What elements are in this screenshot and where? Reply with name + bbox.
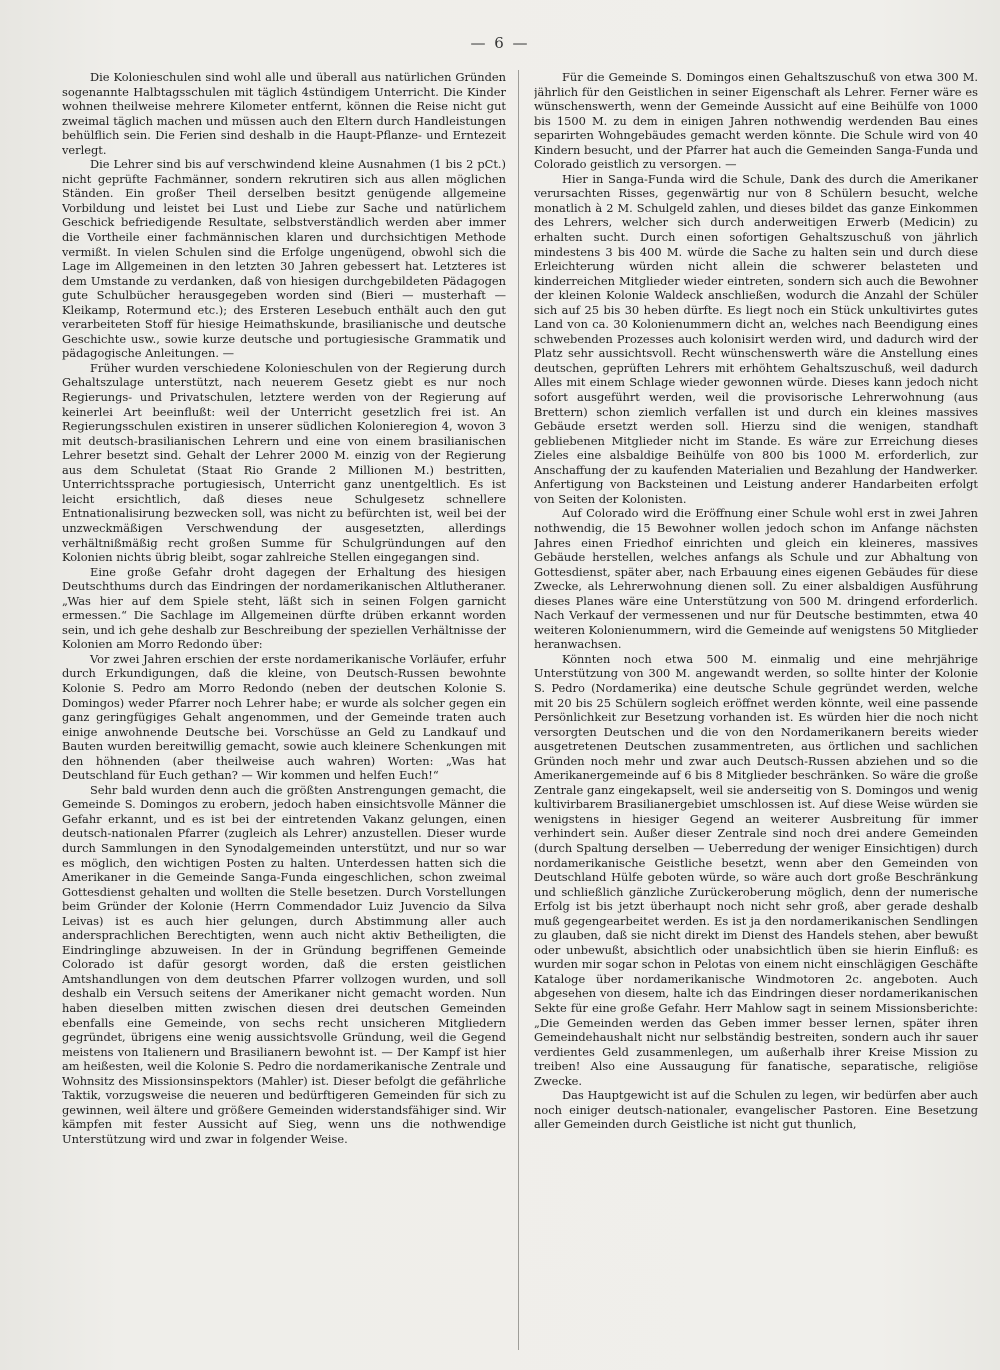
text-columns (62, 70, 978, 1360)
left-column (62, 70, 506, 1360)
paragraph: Die Kolonieschulen sind wohl alle und überall aus natürlichen Gründen sogenannte Halbtagsschulen mit täglich 4stündigem Unterricht. Die Kinder wohnen theilweise mehrere Kilometer entfernt, können die Reise nicht gut zweimal täglich machen und müssen auch den Eltern durch Handleistungen behülflich sein. Die Ferien sind deshalb in die Haupt-Pflanze- und Erntezeit verlegt. (62, 70, 506, 157)
paragraph: Für die Gemeinde S. Domingos einen Gehaltszuschuß von etwa 300 M. jährlich für den Geistlichen in seiner Eigenschaft als Lehrer. Ferner wäre es wünschenswerth, wenn der Gemeinde Aussicht auf eine Beihülfe von 1000 bis 1500 M. zu dem in einigen Jahren nothwendig werdenden Bau eines separirten Wohngebäudes gemacht werden könnte. Die Schule wird von 40 Kindern besucht, und der Pfarrer hat auch die Gemeinden Sanga-Funda und Colorado geistlich zu versorgen. — (534, 70, 978, 172)
paragraph: Früher wurden verschiedene Kolonieschulen von der Regierung durch Gehaltszulage unterstützt, nach neuerem Gesetz giebt es nur noch Regierungs- und Privatschulen, letztere werden von der Regierung auf keinerlei Art beeinflußt: weil der Unterricht gesetzlich frei ist. An Regierungsschulen existiren in unserer südlichen Kolonieregion 4, wovon 3 mit deutsch-brasilianischen Lehrern und eine von einem brasilianischen Lehrer besetzt sind. Gehalt der Lehrer 2000 M. einzig von der Regierung aus dem Schuletat (Staat Rio Grande 2 Millionen M.) bestritten, Unterrichtssprache portugiesisch, Unterricht ganz unentgeltlich. Es ist leicht ersichtlich, daß dieses neue Schulgesetz schnellere Entnationalisirung bezwecken soll, was nicht zu befürchten ist, weil bei der unzweckmäßigen Verschwendung der ausgesetzten, allerdings verhältnißmäßig recht großen Summe für Schulgründungen auf den Kolonien nichts übrig bleibt, sogar zahlreiche Stellen eingegangen sind. (62, 360, 506, 565)
right-column (534, 70, 978, 1360)
paragraph: Auf Colorado wird die Eröffnung einer Schule wohl erst in zwei Jahren nothwendig, die 15 Bewohner wollen jedoch schon im Anfange nächsten Jahres einen Friedhof einrichten und gleich ein kleineres, massives Gebäude herstellen, welches anfangs als Schule und zur Abhaltung von Gottesdienst, später aber, nach Erbauung eines eigenen Gebäudes für diese Zwecke, als Lehrerwohnung dienen soll. Zu einer alsbaldigen Ausführung dieses Planes wäre eine Unterstützung von 500 M. dringend erforderlich. Nach Verkauf der vermessenen und nur für Deutsche bestimmten, etwa 40 weiteren Kolonienummern, wird die Gemeinde auf wenigstens 50 Mitglieder heranwachsen. (534, 506, 978, 652)
paragraph: Hier in Sanga-Funda wird die Schule, Dank des durch die Amerikaner verursachten Risses, gegenwärtig nur von 8 Schülern besucht, welche monatlich à 2 M. Schulgeld zahlen, und dieses bildet das ganze Einkommen des Lehrers, welcher sich durch anderweitigen Erwerb (Medicin) zu erhalten sucht. Durch einen sofortigen Gehaltszuschuß von jährlich mindestens 3 bis 400 M. würde die Sache zu halten sein und durch diese Erleichterung würden nicht allein die schwerer belasteten und kinderreichen Mitglieder wieder eintreten, sondern sich auch die Bewohner der kleinen Kolonie Waldeck anschließen, wodurch die Anzahl der Schüler sich auf 25 bis 30 heben dürfte. Es liegt noch ein Stück unkultivirtes gutes Land von ca. 30 Kolonienummern dicht an, welches nach Beendigung eines schwebenden Prozesses auch kolonisirt werden wird, und dadurch wird der Platz sehr aussichtsvoll. Recht wünschenswerth wäre die Anstellung eines deutschen, geprüften Lehrers mit erhöhtem Gehaltszuschuß, weil dadurch Alles mit einem Schlage wieder gewonnen würde. Dieses kann jedoch nicht sofort ausgeführt werden, weil die provisorische Lehrerwohnung (aus Brettern) schon ziemlich verfallen ist und durch ein kleines massives Gebäude ersetzt werden soll. Hierzu sind die wenigen, standhaft gebliebenen Mitglieder nicht im Stande. Es wäre zur Erreichung dieses Zieles eine alsbaldige Beihülfe von 800 bis 1000 M. erforderlich, zur Anschaffung der zu kaufenden Materialien und Bezahlung der Handwerker. Anfertigung von Backsteinen und Leistung anderer Handarbeiten erfolgt von Seiten der Kolonisten. (534, 171, 978, 506)
paragraph: Die Lehrer sind bis auf verschwindend kleine Ausnahmen (1 bis 2 pCt.) nicht geprüfte Fachmänner, sondern rekrutiren sich aus allen möglichen Ständen. Ein großer Theil derselben besitzt genügende allgemeine Vorbildung und leistet bei Lust und Liebe zur Sache und natürlichem Geschick befriedigende Resultate, selbstverständlich werden aber immer die Vortheile einer fachmännischen klaren und durchsichtigen Methode vermißt. In vielen Schulen sind die Erfolge ungenügend, obwohl sich die Lage im Allgemeinen in den letzten 30 Jahren gebessert hat. Letzteres ist dem Umstande zu verdanken, daß von hiesigen durchgebildeten Pädagogen gute Schulbücher herausgegeben worden sind (Bieri — musterhaft — Kleikamp, Rotermund etc.); des Ersteren Lesebuch enthält auch den gut verarbeiteten Stoff für hiesige Heimathskunde, brasilianische und deutsche Geschichte usw., sowie kurze deutsche und portugiesische Grammatik und pädagogische Anleitungen. — (62, 157, 506, 361)
paragraph: Könnten noch etwa 500 M. einmalig und eine mehrjährige Unterstützung von 300 M. angewandt werden, so sollte hinter der Kolonie S. Pedro (Nordamerika) eine deutsche Schule gegründet werden, welche mit 20 bis 25 Schülern sogleich eröffnet werden könnte, weil eine passende Persönlichkeit zur Besetzung vorhanden ist. Es würden hier die noch nicht versorgten Deutschen und die von den Nordamerikanern bereits wieder ausgetretenen Deutschen zusammentreten, aus örtlichen und sachlichen Gründen noch mehr und zwar auch Deutsch-Russen abziehen und so die Amerikanergemeinde auf 6 bis 8 Mitglieder beschränken. So wäre die große Zentrale ganz eingekapselt, weil sie anderseitig von S. Domingos und wenig kultivirbarem Brasilianergebiet umschlossen ist. Auf diese Weise würden sie wenigstens in hiesiger Gegend an weiterer Ausbreitung für immer verhindert sein. Außer dieser Zentrale sind noch drei andere Gemeinden (durch Spaltung derselben — Ueberredung der weniger Einsichtigen) durch nordamerikanische Geistliche besetzt, wenn aber den Gemeinden von Deutschland Hülfe geboten würde, so wäre auch dort große Beschränkung und schließlich gänzliche Zurückeroberung möglich, denn der numerische Erfolg ist bis jetzt überhaupt noch nicht sehr groß, aber gerade deshalb muß gegengearbeitet werden. Es ist ja den nordamerikanischen Sendlingen zu glauben, daß sie nicht direkt im Dienst des Handels stehen, aber bewußt oder unbewußt, absichtlich oder unabsichtlich üben sie hierin Einfluß: es wurden mir sogar schon in Pelotas von einem nicht einschlägigen Geschäfte Kataloge über nordamerikanische Windmotoren 2c. angeboten. Auch abgesehen von diesem, halte ich das Eindringen dieser nordamerikanischen Sekte für eine große Gefahr. Herr Mahlow sagt in seinem Missionsberichte: „Die Gemeinden werden das Geben immer besser lernen, später ihren Gemeindehaushalt nicht nur selbständig bestreiten, sondern auch ihr sauer verdientes Geld zusammenlegen, um außerhalb ihrer Kreise Mission zu treiben! Also eine Aussaugung für fanatische, separatische, religiöse Zwecke. (534, 651, 978, 1088)
paragraph: Eine große Gefahr droht dagegen der Erhaltung des hiesigen Deutschthums durch das Eindringen der nordamerikanischen Altlutheraner. „Was hier auf dem Spiele steht, läßt sich in seinen Folgen garnicht ermessen.“ Die Sachlage im Allgemeinen dürfte drüben erkannt worden sein, und ich gehe deshalb zur Beschreibung der speziellen Verhältnisse der Kolonien am Morro Redondo über: (62, 564, 506, 652)
paragraph: Sehr bald wurden denn auch die größten Anstrengungen gemacht, die Gemeinde S. Domingos zu erobern, jedoch haben einsichtsvolle Männer die Gefahr erkannt, und es ist bei der eintretenden Vakanz gelungen, einen deutsch-nationalen Pfarrer (zugleich als Lehrer) anzustellen. Dieser wurde durch Sammlungen in den Synodalgemeinden unterstützt, und nur so war es möglich, den wichtigen Posten zu halten. Unterdessen hatten sich die Amerikaner in die Gemeinde Sanga-Funda eingeschlichen, schon zweimal Gottesdienst gehalten und wollten die Stelle besetzen. Durch Vorstellungen beim Gründer der Kolonie (Herrn Commendador Luiz Juvencio da Silva Leivas) ist es auch hier gelungen, durch Abstimmung aller auch andersprachlichen Berechtigten, wenn auch nicht aktiv Betheiligten, die Eindringlinge abzuweisen. In der in Gründung begriffenen Gemeinde Colorado ist dafür gesorgt worden, daß die ersten geistlichen Amtshandlungen von dem deutschen Pfarrer vollzogen wurden, und soll deshalb ein Versuch seitens der Amerikaner nicht gemacht worden. Nun haben dieselben mitten zwischen diesen drei deutschen Gemeinden ebenfalls eine Gemeinde, von sechs recht unsicheren Mitgliedern gegründet, übrigens eine wenig aussichtsvolle Gründung, weil die Gegend meistens von Italienern und Brasilianern bewohnt ist. — Der Kampf ist hier am heißesten, weil die Kolonie S. Pedro die nordamerikanische Zentrale und Wohnsitz des Missionsinspektors (Mahler) ist. Dieser befolgt die gefährliche Taktik, vorzugsweise die neueren und bedürftigeren Gemeinden für sich zu gewinnen, weil ältere und größere Gemeinden widerstandsfähiger sind. Wir kämpfen mit fester Aussicht auf Sieg, wenn uns die nothwendige Unterstützung wird und zwar in folgender Weise. (62, 782, 506, 1146)
column-divider (518, 70, 519, 1350)
paragraph: Vor zwei Jahren erschien der erste nordamerikanische Vorläufer, erfuhr durch Erkundigungen, daß die kleine, von Deutsch-Russen bewohnte Kolonie S. Pedro am Morro Redondo (neben der deutschen Kolonie S. Domingos) weder Pfarrer noch Lehrer habe; er wurde als solcher gegen ein ganz geringfügiges Gehalt angenommen, und der Gemeinde traten auch einige anwohnende Deutsche bei. Vorschüsse an Geld zu Landkauf und Bauten wurden bereitwillig gemacht, sowie auch kleinere Schenkungen mit den höhnenden (aber theilweise auch wahren) Worten: „Was hat Deutschland für Euch gethan? — Wir kommen und helfen Euch!“ (62, 651, 506, 783)
paragraph: Das Hauptgewicht ist auf die Schulen zu legen, wir bedürfen aber auch noch einiger deutsch-nationaler, evangelischer Pastoren. Eine Besetzung aller Gemeinden durch Geistliche ist nicht gut thunlich, (534, 1088, 978, 1132)
page-number: — 6 — (470, 34, 530, 52)
